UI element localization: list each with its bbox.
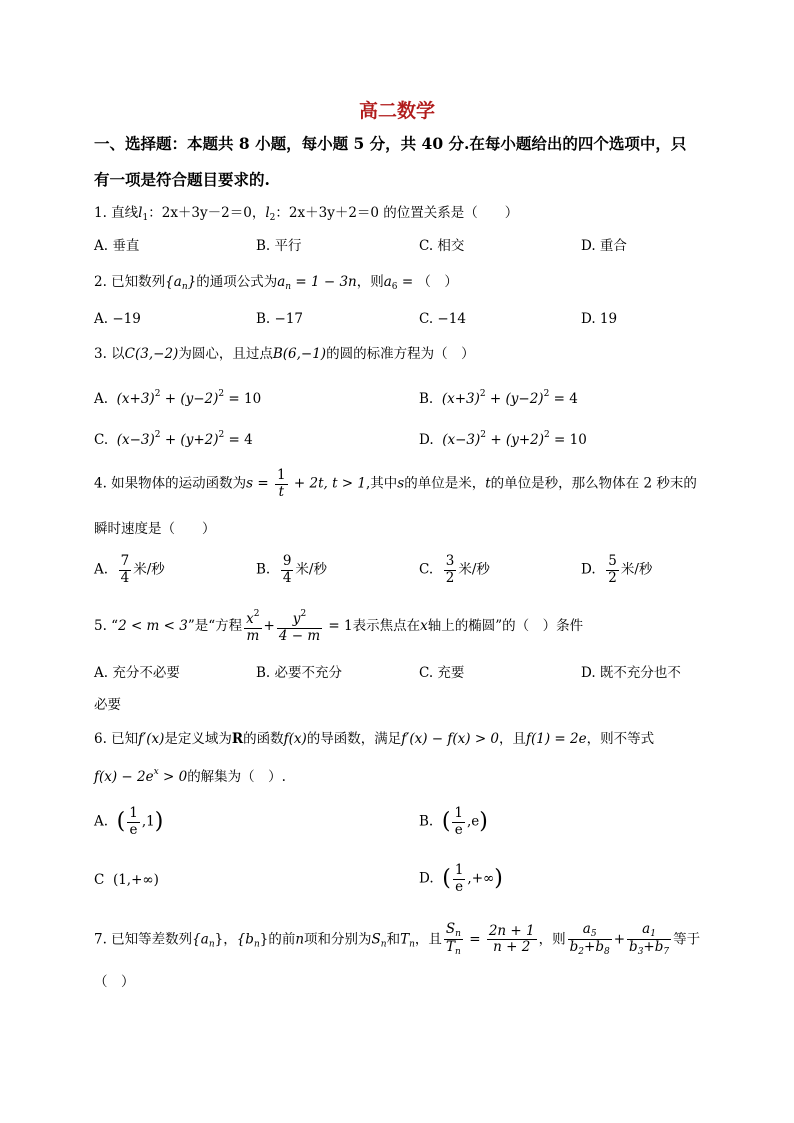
q6-d-rest: ,+∞ [467, 870, 495, 887]
q6-d-den: e [455, 878, 464, 895]
q7-bn: {b [236, 931, 254, 948]
q6-a-rest: ,1 [141, 813, 155, 830]
q7-f4-num-wrap [627, 922, 671, 940]
q3-stem-a: 3. 以 [94, 346, 125, 362]
q6-b-label: B. [419, 813, 434, 830]
q7-f2-den: n + 2 [493, 939, 531, 956]
q7-frac-a5 [568, 922, 612, 958]
q4-line2: 瞬时速度是（ ） [94, 521, 216, 537]
q3-a-expr: (x+3) [116, 391, 155, 407]
q5-frac1-den: m [246, 627, 260, 644]
q7-stem-c: 项和分别为 [304, 931, 372, 948]
q7-f3-den-sub1: 2 [578, 947, 585, 958]
q7-f4-num: a [642, 921, 651, 937]
q6-d-lparen: ( [442, 866, 451, 892]
q7-f2-num: 2n + 1 [488, 922, 535, 939]
q6-f1: f(1) = 2e [526, 731, 587, 747]
q3-a-mid: + (y−2) [160, 391, 219, 407]
q3-c-mid: + (y+2) [160, 432, 219, 448]
q3-c-rhs: = 4 [224, 432, 253, 448]
q1-eq1: ：2x＋3y－2＝0， [148, 205, 266, 221]
q4-d-den: 2 [608, 569, 617, 586]
q1-l1-sub: 1 [142, 213, 149, 223]
q3-b-label: B. [419, 391, 434, 407]
question-2 [94, 276, 458, 292]
q1-l2-sub: 2 [269, 213, 276, 223]
q1-l1: l [138, 205, 143, 221]
q4-stem-c: 的单位是米， [404, 475, 486, 492]
q6-ineq-b: > 0 [158, 769, 188, 785]
q5-cond: 2 < m < 3 [118, 618, 188, 635]
q4-b-label: B. [256, 561, 271, 578]
q6-b-rest: ,e [467, 813, 480, 830]
question-6 [94, 733, 654, 747]
q6-stem-g: 的解集为（ ）. [187, 769, 286, 785]
q4-b-frac [281, 554, 294, 586]
q2-stem-a: 2. 已知数列 [94, 274, 166, 290]
q6-fp: f′(x) [138, 731, 165, 747]
q4-option-a[interactable] [94, 554, 165, 586]
q3-point: B(6,−1) [272, 346, 327, 362]
q5-stem-b: ”是“方程 [187, 618, 243, 635]
q5-option-d[interactable]: D. 既不充分也不 [581, 665, 681, 681]
q7-eq: = [464, 931, 485, 948]
q6-stem-e: ，且 [499, 731, 527, 747]
q6-c-label: C [94, 872, 105, 888]
q4-stem-a: 4. 如果物体的运动函数为 [94, 475, 247, 492]
q6-option-b[interactable] [419, 806, 488, 838]
q6-cond: f′(x) − f(x) > 0 [401, 731, 500, 747]
q7-frac-ST-num [444, 922, 463, 940]
page-title: 高二数学 [358, 100, 435, 122]
q7-f3-num-wrap [568, 922, 612, 940]
q2-formula-b: = 1 − 3n [291, 274, 357, 290]
q7-f3-num-sub: 5 [590, 929, 597, 939]
q5-frac1-num [244, 609, 261, 629]
q7-frac-ST-den [444, 940, 463, 957]
q4-c-frac [444, 554, 457, 586]
q6-a-frac [127, 806, 140, 838]
q7-line2: （ ） [94, 974, 135, 990]
q2-stem-c: ，则 [356, 274, 384, 290]
q7-f3-den-mid: +b [584, 939, 604, 956]
q2-formula-a: a [277, 274, 286, 290]
q6-ineq-sup: x [153, 767, 159, 777]
q6-fx: f(x) [283, 731, 307, 747]
q4-d-unit: 米/秒 [620, 561, 653, 578]
q5-option-a[interactable]: A. 充分不必要 [94, 665, 180, 681]
q4-frac-den: t [278, 483, 285, 500]
q3-c-expr: (x−3) [116, 432, 155, 448]
q7-f4-den-mid: +b [643, 939, 664, 956]
q3-c-label: C. [94, 432, 109, 448]
q7-Sn-sub: n [380, 939, 387, 950]
q7-f4-den: b [629, 939, 638, 956]
q5-frac2 [277, 609, 322, 644]
q4-a-num: 7 [120, 553, 130, 569]
q7-Tn: T [400, 931, 410, 948]
q2-seq: {a [165, 274, 182, 290]
section-header-line2: 有一项是符合题目要求的. [94, 170, 270, 189]
q6-option-d[interactable] [419, 863, 503, 895]
q1-l2: l [265, 205, 270, 221]
q7-f4-den-sub2: 7 [663, 947, 670, 958]
q4-d-frac [606, 554, 619, 586]
q7-stem-e: ，则 [538, 931, 566, 948]
q4-option-d[interactable] [581, 554, 652, 586]
section-header-line1: 一、选择题：本题共 8 小题，每小题 5 分，共 40 分.在每小题给出的四个选项中，只 [94, 134, 687, 153]
q7-n: n [295, 931, 305, 948]
q2-option-a[interactable]: A. −19 [94, 311, 141, 327]
q3-option-a[interactable] [94, 390, 261, 407]
q4-d-num: 5 [608, 553, 617, 569]
question-4 [94, 468, 697, 500]
q5-plus: + [263, 618, 275, 635]
q3-a-rhs: = 10 [224, 391, 262, 407]
q7-stem-f: 等于 [673, 931, 701, 948]
question-1 [94, 207, 518, 223]
q7-f4-den-wrap [627, 940, 671, 957]
q3-b-rhs: = 4 [549, 391, 578, 407]
q3-d-sq2: 2 [544, 430, 550, 440]
q7-stem-d: ，且 [414, 931, 442, 948]
q5-x-var: x [420, 618, 428, 635]
q6-b-lparen: ( [441, 809, 451, 835]
q5-eq1: = 1 [324, 618, 353, 635]
q7-bn-sub: n [253, 939, 260, 950]
q7-f3-num: a [582, 921, 591, 937]
q6-d-frac [453, 863, 466, 895]
q7-f3-den-wrap [568, 940, 612, 957]
q6-b-rparen: ) [479, 809, 488, 835]
q1-option-d[interactable]: D. 重合 [581, 238, 627, 254]
q7-f1-num-sub: n [455, 929, 461, 939]
q4-a-label: A. [94, 561, 109, 578]
q3-option-b[interactable] [419, 390, 578, 407]
q6-a-rparen: ) [154, 809, 164, 835]
q6-stem-f: ，则不等式 [586, 731, 655, 747]
q3-b-mid: + (y−2) [485, 391, 544, 407]
q6-option-c[interactable] [94, 874, 159, 888]
q7-frac-ST [444, 922, 463, 958]
q7-bn-close: } [259, 931, 269, 948]
q6-stem-b: 是定义域为 [164, 731, 232, 747]
q4-fraction [275, 468, 288, 500]
q6-a-den: e [129, 821, 138, 838]
q5-option-d-wrap: 必要 [94, 697, 121, 713]
q4-stem-b: ,其中 [366, 475, 398, 492]
q6-d-num: 1 [454, 862, 464, 878]
q7-f3-den-sub2: 8 [603, 947, 610, 958]
q4-c-den: 2 [445, 569, 455, 586]
q4-c-label: C. [419, 561, 434, 578]
q2-seq-close: } [187, 274, 197, 290]
q7-stem-b: 的前 [268, 931, 296, 948]
q4-a-den: 4 [120, 569, 130, 586]
q2-option-d[interactable]: D. 19 [581, 311, 618, 327]
question-3 [94, 348, 475, 362]
q2-a6-sub: 6 [391, 282, 398, 292]
q5-stem-a: 5. “ [94, 618, 119, 635]
q7-f3-den: b [569, 939, 579, 956]
q4-b-unit: 米/秒 [295, 561, 327, 578]
q7-an: {a [192, 931, 209, 948]
q7-an-close: } [214, 931, 224, 948]
q3-stem-c: 的圆的标准方程为（ ） [326, 346, 475, 362]
q3-option-d[interactable] [419, 431, 587, 448]
q2-seq-sub: n [181, 282, 188, 292]
q5-y-sq: 2 [300, 609, 307, 619]
q3-stem-b: 为圆心，且过点 [178, 346, 273, 362]
q7-stem-a: 7. 已知等差数列 [94, 931, 193, 948]
q5-frac2-num [277, 609, 322, 629]
question-7 [94, 922, 700, 958]
q6-d-label: D. [419, 870, 434, 887]
q6-b-den: e [454, 821, 463, 838]
q3-c-sq1: 2 [154, 430, 161, 440]
q1-option-b[interactable]: B. 平行 [256, 238, 302, 254]
q3-c-sq2: 2 [218, 430, 225, 440]
q6-stem-d: 的导函数，满足 [306, 731, 402, 747]
q2-option-b[interactable]: B. −17 [256, 311, 303, 327]
q7-plus: + [613, 931, 626, 948]
q7-frac-ratio [487, 924, 537, 956]
q5-frac1 [244, 609, 261, 644]
q6-a-label: A. [94, 813, 109, 830]
q2-stem-b: 的通项公式为 [196, 274, 278, 290]
q3-a-sq2: 2 [218, 389, 225, 399]
q7-an-sub: n [208, 939, 215, 950]
q6-line2 [94, 768, 286, 785]
q4-c-num: 3 [445, 553, 455, 569]
q1-stem: 1. 直线 [94, 205, 139, 221]
q4-frac-num: 1 [277, 467, 286, 483]
q7-frac-a1 [627, 922, 671, 958]
q6-R: R [231, 731, 244, 747]
q6-stem-c: 的函数 [243, 731, 284, 747]
q3-d-sq1: 2 [480, 430, 487, 440]
q3-option-c[interactable] [94, 431, 253, 448]
q2-stem-d: = （ ） [397, 274, 458, 290]
q3-a-label: A. [94, 391, 109, 407]
q2-formula-sub: n [285, 282, 292, 292]
q4-s-eq: s = [246, 475, 273, 492]
q3-d-label: D. [419, 432, 434, 448]
q6-ineq-a: f(x) − 2e [94, 769, 154, 785]
question-5 [94, 609, 583, 644]
q2-option-c[interactable]: C. −14 [419, 311, 466, 327]
q6-a-lparen: ( [116, 809, 126, 835]
q4-t-var: t [485, 475, 491, 492]
q2-a6: a [383, 274, 392, 290]
q4-s-var: s [397, 475, 405, 492]
q3-b-sq1: 2 [479, 389, 486, 399]
q7-f4-den-sub1: 3 [637, 947, 644, 958]
q1-option-a[interactable]: A. 垂直 [94, 238, 140, 254]
q5-option-b[interactable]: B. 必要不充分 [256, 665, 343, 681]
q6-b-num: 1 [454, 805, 463, 821]
q4-b-den: 4 [282, 569, 292, 586]
q4-a-frac [119, 554, 132, 586]
q7-Sn: S [371, 931, 381, 948]
q7-f4-num-sub: 1 [650, 929, 656, 939]
q3-b-sq2: 2 [543, 389, 550, 399]
q4-c-unit: 米/秒 [458, 561, 490, 578]
q4-d-label: D. [581, 561, 596, 578]
q3-center: C(3,−2) [124, 346, 179, 362]
q3-b-expr: (x+3) [441, 391, 480, 407]
q5-x-sq: 2 [253, 609, 260, 619]
q5-x: x [246, 611, 254, 627]
q6-b-frac [452, 806, 465, 838]
q5-stem-c: 表示焦点在 [352, 618, 421, 635]
q5-stem-d: 轴上的椭圆”的（ ）条件 [427, 618, 584, 635]
q6-a-num: 1 [129, 805, 138, 821]
q7-comma: ， [223, 931, 237, 948]
q4-b-num: 9 [282, 553, 292, 569]
q7-f1-den: T [446, 939, 456, 956]
q4-option-c[interactable] [419, 554, 490, 586]
q3-d-expr: (x−3) [442, 432, 481, 448]
q7-f1-den-sub: n [455, 947, 461, 958]
q3-a-sq1: 2 [154, 389, 161, 399]
q4-rest: + 2t, t > 1 [289, 475, 366, 492]
q3-d-rhs: = 10 [549, 432, 587, 448]
q4-stem-d: 的单位是秒，那么物体在 2 秒末的 [490, 475, 697, 492]
q1-eq2: ：2x＋3y＋2＝0 的位置关系是（ ） [275, 205, 519, 221]
q3-d-mid: + (y+2) [486, 432, 544, 448]
q1-option-c[interactable]: C. 相交 [419, 238, 465, 254]
q5-option-c[interactable]: C. 充要 [419, 665, 465, 681]
q7-Tn-sub: n [409, 939, 415, 950]
q7-and: 和 [386, 931, 401, 948]
q5-y: y [292, 611, 301, 627]
q7-f1-num: S [445, 921, 456, 937]
q6-stem-a: 6. 已知 [94, 731, 139, 747]
q4-a-unit: 米/秒 [133, 561, 165, 578]
q6-d-rparen: ) [494, 866, 503, 892]
q6-c-expr: (1,+∞) [112, 872, 159, 888]
q5-frac2-den: 4 − m [278, 627, 321, 644]
q6-option-a[interactable] [94, 806, 163, 838]
q4-option-b[interactable] [256, 554, 327, 586]
